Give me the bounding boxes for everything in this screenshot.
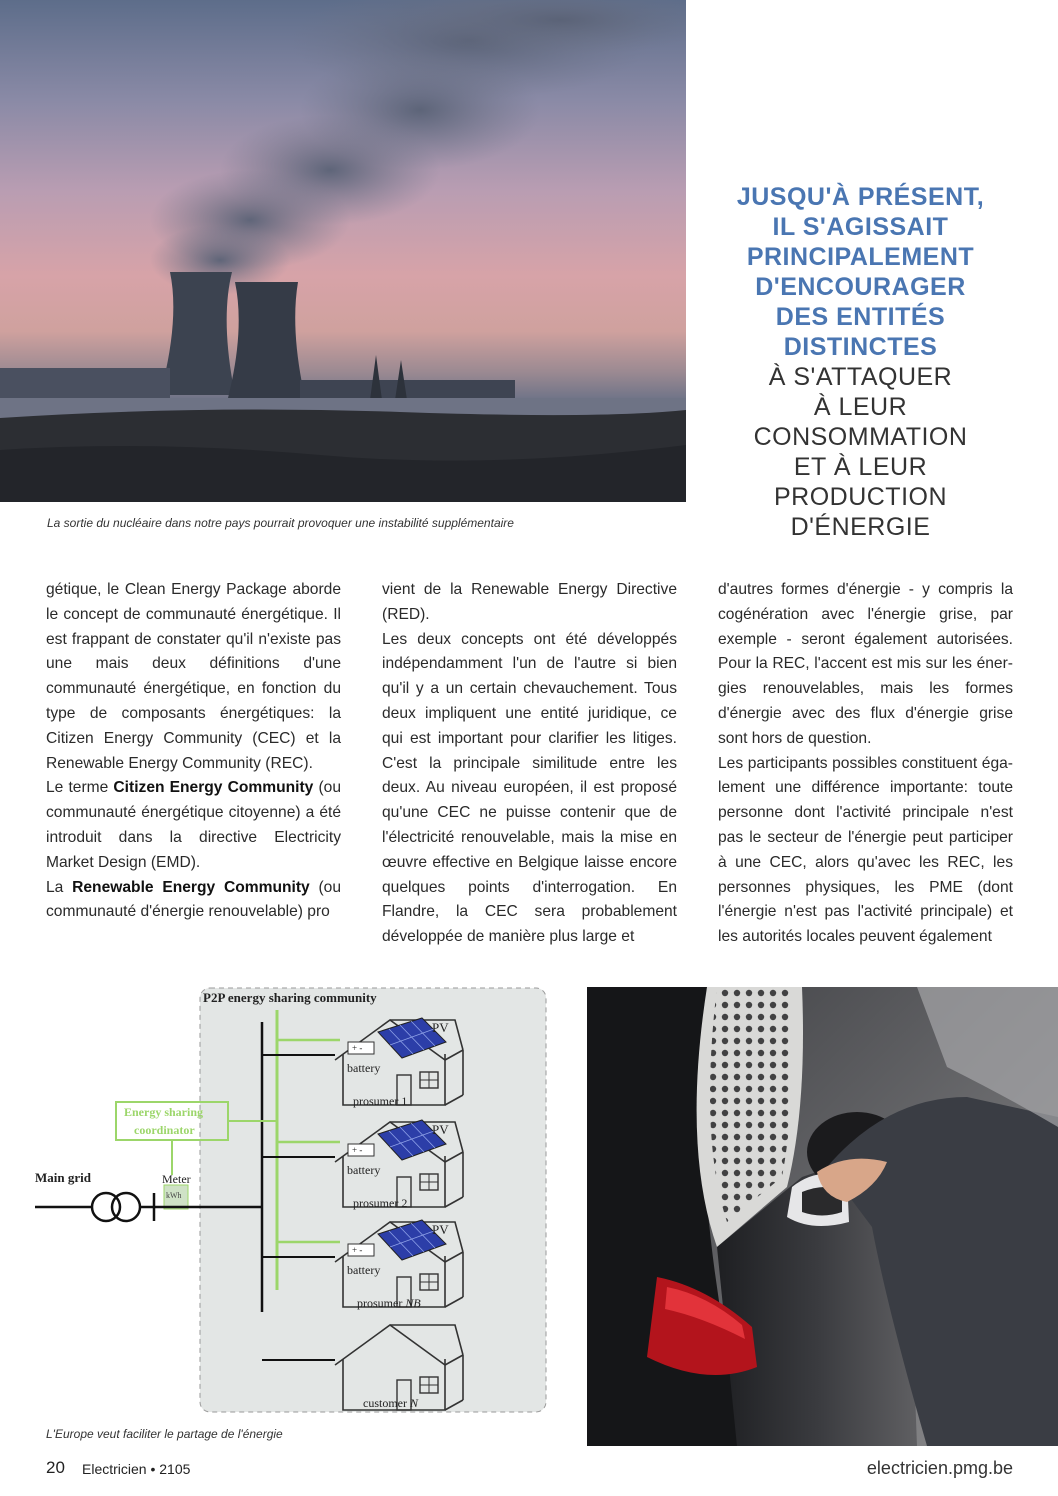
main-grid-label: Main grid — [35, 1170, 91, 1185]
pv-label: PV — [432, 1020, 449, 1035]
paragraph — [46, 876, 341, 926]
ev-charging-photo — [587, 987, 1058, 1446]
article-column-2 — [382, 578, 677, 950]
pull-quote-line: DES ENTITÉS — [775, 303, 946, 331]
pull-quote-line: À S'ATTAQUER — [768, 363, 953, 391]
pv-label: PV — [432, 1122, 449, 1137]
text-span: La — [46, 878, 73, 896]
pull-quote-line: PRINCIPALEMENT — [746, 243, 975, 271]
meter-label: Meter — [162, 1172, 191, 1186]
pull-quote-line: D'ENCOURAGER — [755, 273, 966, 301]
paragraph: d'autres formes d'énergie - y compris la cogénération avec l'énergie grise, par exemple - seront également autorisées. Pour la REC, l'accent est mis sur les énergies renouvelables, mais les formes d'énergie avec des flux d'énergie grise sont hors de question. — [718, 581, 1013, 747]
battery-sign: + - — [352, 1245, 363, 1255]
article-column-1 — [46, 578, 341, 925]
battery-sign: + - — [352, 1145, 363, 1155]
text-span: (ou communauté énergétique citoyenne) a été introduit dans la directive Electricity Market Design (EMD). — [46, 779, 341, 871]
coordinator-label: Energy sharing — [124, 1105, 204, 1119]
prosumer-1-label: prosumer 1 — [353, 1094, 408, 1108]
coordinator-label: coordinator — [134, 1123, 195, 1137]
pull-quote-line: JUSQU'À PRÉSENT, — [736, 183, 985, 211]
pv-label: PV — [432, 1222, 449, 1237]
term-citizen-energy-community: Citizen Energy Community — [113, 779, 314, 797]
pull-quote-line: IL S'AGISSAIT — [772, 213, 949, 241]
p2p-energy-diagram — [30, 985, 550, 1415]
magazine-issue: Electricien • 2105 — [82, 1461, 191, 1477]
pull-quote-line: À LEUR — [813, 393, 908, 421]
pull-quote-line: PRODUCTION — [773, 483, 948, 511]
pull-quote-line: DISTINCTES — [783, 333, 938, 361]
pull-quote-line: CONSOMMATION — [753, 423, 968, 451]
pull-quote — [718, 182, 1003, 542]
text-span: (ou communauté d'énergie renouvelable) pro — [46, 878, 342, 921]
paragraph: Les participants possibles constituent également une différence importante: toute personne dont l'activité principale n'est pas le secteur de l'énergie peut participer à une CEC, alors qu'avec les REC, les personnes physiques, les PME (dont l'énergie n'est pas l'activité principale) et les autorités locales peuvent également — [718, 754, 1013, 946]
paragraph — [46, 776, 341, 875]
pull-quote-line: ET À LEUR — [793, 453, 928, 481]
nuclear-plant-photo — [0, 0, 686, 502]
prosumer-2-label: prosumer 2 — [353, 1196, 408, 1210]
battery-sign: + - — [352, 1043, 363, 1053]
battery-label: battery — [347, 1263, 381, 1277]
meter-display: kWh — [166, 1191, 182, 1200]
term-renewable-energy-community: Renewable Energy Community — [72, 878, 310, 896]
prosumer-nb-label: prosumer NB — [357, 1296, 421, 1310]
paragraph: gétique, le Clean Energy Package aborde le concept de communauté énergétique. Il est frappant de constater qu'il n'existe pas une mais deux définitions d'une communauté énergétique, en fonction du type de composants énergétiques: la Citizen Energy Community (CEC) et la Renewable Energy Community (REC). — [46, 581, 341, 772]
text-span: Le terme — [46, 779, 114, 797]
pull-quote-line: D'ÉNERGIE — [790, 513, 931, 541]
customer-n-label: customer N — [363, 1396, 419, 1410]
diagram-caption: L'Europe veut faciliter le partage de l'énergie — [46, 1427, 283, 1441]
diagram-title: P2P energy sharing community — [203, 990, 377, 1005]
paragraph: vient de la Renewable Energy Directive (RED). — [382, 581, 677, 623]
website-link[interactable]: electricien.pmg.be — [866, 1458, 1013, 1478]
article-column-3 — [718, 578, 1013, 950]
battery-label: battery — [347, 1061, 381, 1075]
page-number: 20 — [46, 1458, 65, 1477]
paragraph: Les deux concepts ont été développés indépendamment l'un de l'autre si bien qu'il y a un certain chevauchement. Tous deux impliquent une entité juridique, ce qui est important pour clarifier les litiges. C'est la principale similitude entre les deux. Au niveau européen, il est proposé qu'une CEC ne puisse contenir que de l'électricité renouvelable, mais la mise en œuvre effective en Belgique laisse encore quelques points d'interrogation. En Flandre, la CEC sera probablement développée de manière plus large et — [382, 630, 677, 946]
battery-label: battery — [347, 1163, 381, 1177]
hero-caption: La sortie du nucléaire dans notre pays pourrait provoquer une instabilité supplémentaire — [47, 516, 514, 530]
